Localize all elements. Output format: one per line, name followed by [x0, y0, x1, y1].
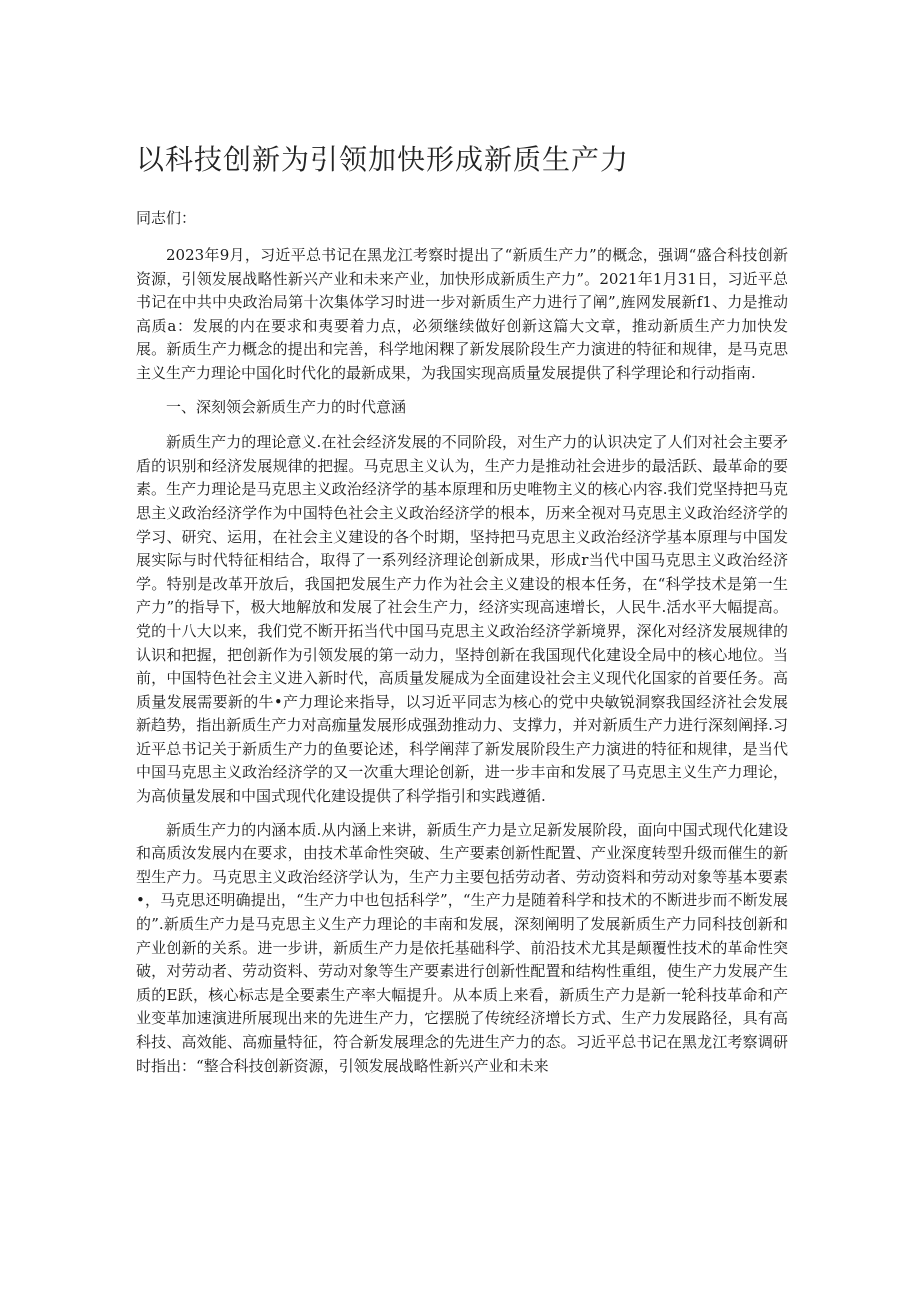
salutation: 同志们： — [136, 209, 197, 227]
section-heading: 一、深刻领会新质生产力的时代意涵 — [166, 397, 407, 416]
document-page — [136, 140, 788, 1088]
paragraph-intro: 2023年9月，习近平总书记在黑龙江考察时提出了“新质生产力”的概念，强调“盛合科技创新资源，引领发展战略性新兴产业和未来产业，加快形成新质生产力”。2021年1月31日，习近平总书记在中共中央政治局第十次集体学习时进一步对新质生产力进行了阐”,旌网发展新f1、力是推动高质a：发展的内在要求和夷要着力点，必须继续做好创新这篇大文章，推动新质生产力加快发展。新质生产力概念的提出和完善，科学地闲粿了新发展阶段生产力演进的特征和规律，是马克思主义生产力理论中国化时代化的最新成果，为我国实现高质量发展提供了科学理论和行动指南. — [136, 246, 788, 382]
paragraph-essence: 新质生产力的内涵本质.从内涵上来讲，新质生产力是立足新发展阶段，面向中国式现代化建设和高质汝发展内在要求，由技术革命性突破、生产要素创新性配置、产业深度转型升级而催生的新型生产力。马克思主义政治经济学认为，生产力主要包括劳动者、劳动资料和劳动对象等基本要素•，马克思还明确提出，“生产力中也包括科学”，“生产力是随着科学和技术的不断进步而不断发展的”.新质生产力是马克思主义生产力理论的丰南和发展，深刻阐明了发展新质生产力同科技创新和产业创新的关系。进一步讲，新质生产力是依托基础科学、前沿技术尤其是颠覆性技术的革命性突破，对劳动者、劳动资料、劳动对象等生产要素进行创新性配置和结构性重组，使生产力发展产生质的E跃，核心标志是全要素生产率大幅提升。从本质上来看，新质生产力是新一轮科技革命和产业变革加速演进所展现出来的先进生产力，它摆脱了传统经济增长方式、生产力发展路径，具有高科技、高效能、高痂量特征，符合新发展理念的先进生产力的态。习近平总书记在黑龙江考察调研时指出：“整合科技创新资源，引领发展战略性新兴产业和未来 — [136, 820, 788, 1075]
paragraph-theory: 新质生产力的理论意义.在社会经济发展的不同阶段，对生产力的认识决定了人们对社会主要矛盾的识别和经济发展规律的把握。马克思主义认为，生产力是推动社会进步的最活跃、最革命的要素。生产力理论是马克思主义政治经济学的基本原理和历史唯物主义的核心内容.我们党坚持把马克思主义政治经济学作为中国特色社会主义政治经济学的根本，历来全视对马克思主义政治经济学的学习、研究、运用，在社会主义建设的各个时期，坚持把马克思主义政治经济学基本原理与中国发展实际与时代特征相结合，取得了一系列经济理论创新成果，形成r当代中国马克思主义政治经济学。特别是改革开放后，我国把发展生产力作为社会主义建设的根本任务，在“科学技术是第一生产力”的指导下，极大地解放和发展了社会生产力，经济实现高速增长，人民牛.活水平大幅提高。党的十八大以来，我们党不断开拓当代中国马克思主义政治经济学新境界，深化对经济发展规律的认识和把握，把创新作为引领发展的第一动力，坚持创新在我国现代化建设全局中的核心地位。当前，中国特色社会主义进入新时代，高质量发屣成为全面建设社会主义现代化国家的首要任务。高质量发展需要新的牛•产力理论来指导，以习近平同志为核心的党中央敏锐洞察我国经济社会发展新趋势，指出新质生产力对高痂量发展形成强劲推动力、支撑力，并对新质生产力进行深刻阐择.习近平总书记关于新质生产力的鱼要论述，科学阐萍了新发展阶段生产力演进的特征和规律，是当代中国马克思主义政治经济学的又一次重大理论创新，进一步丰亩和发展了马克思主义生产力理论，为高侦量发展和中国式现代化建设提供了科学指引和实践遵循. — [136, 433, 788, 806]
document-title: 以科技创新为引领加快形成新质生产力 — [136, 143, 630, 176]
